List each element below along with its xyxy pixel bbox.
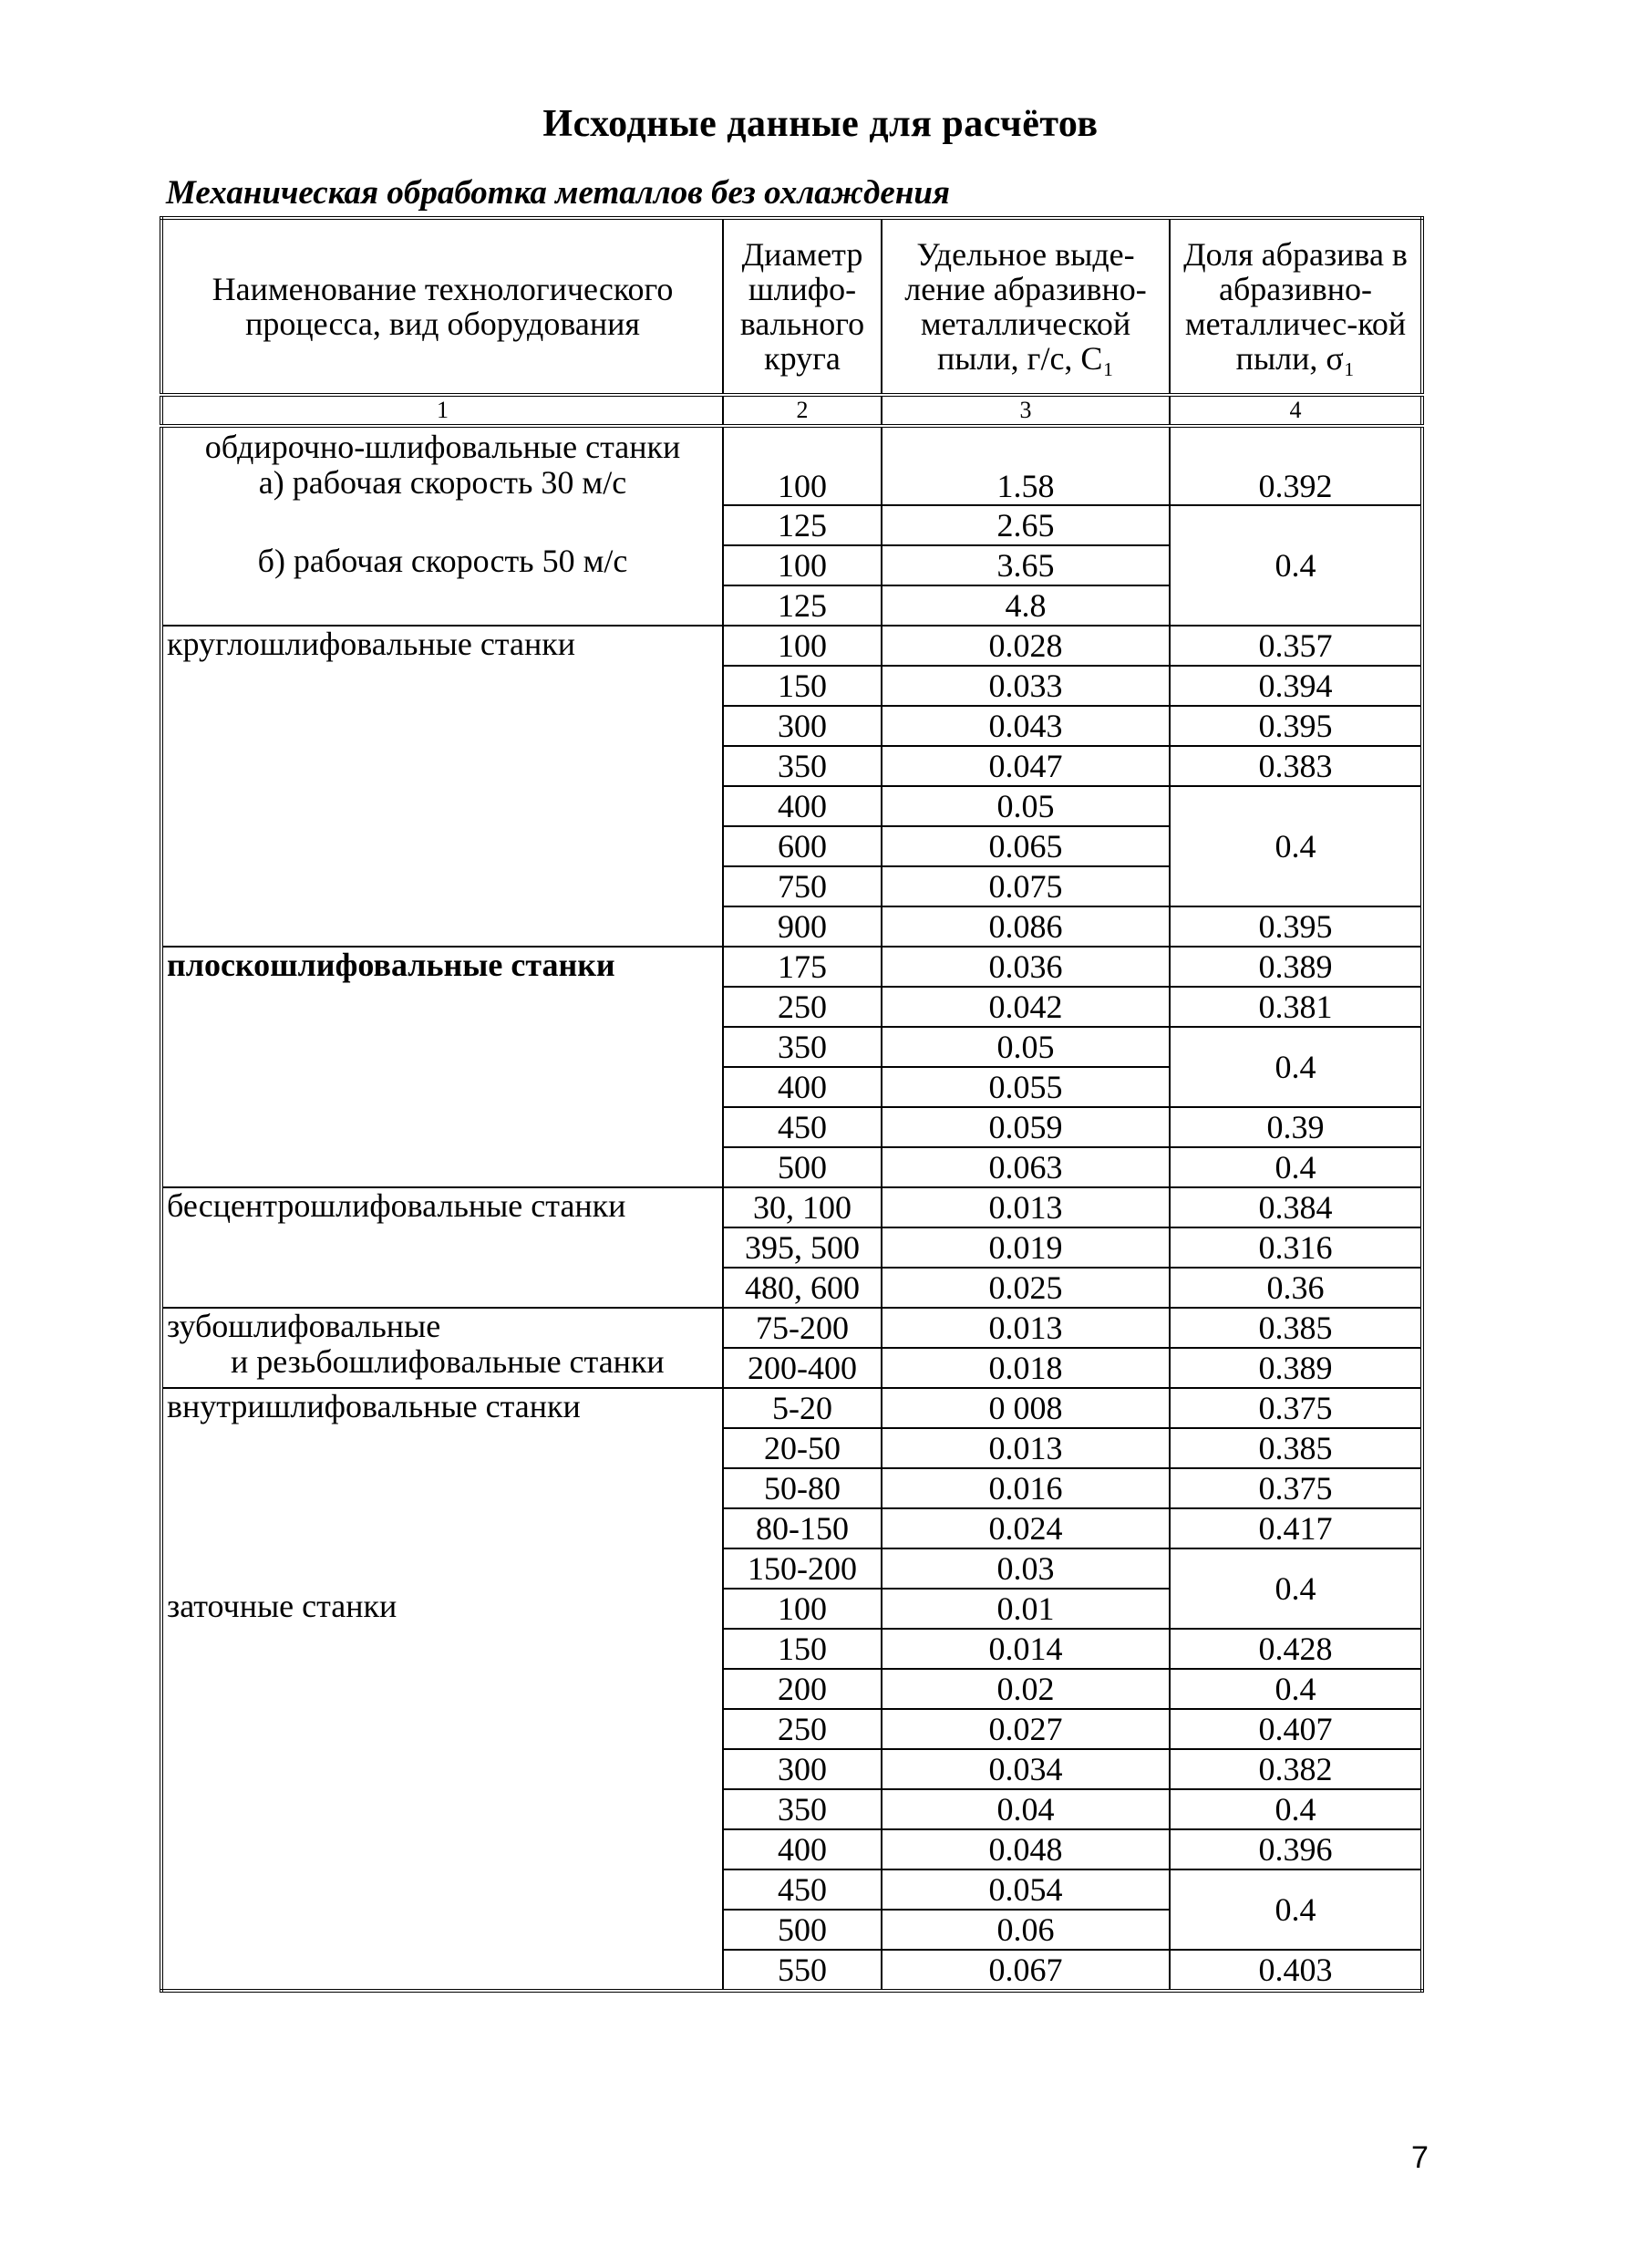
emission-cell: 0.042 <box>882 987 1170 1027</box>
emission-cell: 0.013 <box>882 1308 1170 1348</box>
group-name-continued: и резьбошлифовальные станки <box>231 1343 665 1380</box>
group-subname: б) рабочая скорость 50 м/с <box>257 543 628 579</box>
diameter-cell: 150 <box>723 1629 882 1669</box>
share-cell: 0.392 <box>1170 426 1422 505</box>
diameter-cell: 450 <box>723 1869 882 1910</box>
diameter-cell: 200 <box>723 1669 882 1709</box>
diameter-cell: 30, 100 <box>723 1187 882 1227</box>
share-cell: 0.384 <box>1170 1187 1422 1227</box>
emission-cell: 0.02 <box>882 1669 1170 1709</box>
diameter-cell: 80-150 <box>723 1508 882 1548</box>
diameter-cell: 100 <box>723 426 882 505</box>
emission-cell: 0.016 <box>882 1468 1170 1508</box>
diameter-cell: 50-80 <box>723 1468 882 1508</box>
column-number: 3 <box>882 395 1170 426</box>
diameter-cell: 150-200 <box>723 1548 882 1589</box>
emission-cell: 0.06 <box>882 1910 1170 1950</box>
diameter-cell: 500 <box>723 1147 882 1187</box>
share-cell: 0.382 <box>1170 1749 1422 1789</box>
column-number-row <box>161 395 1422 426</box>
share-cell: 0.375 <box>1170 1388 1422 1428</box>
emission-cell: 0.043 <box>882 706 1170 746</box>
share-cell: 0.385 <box>1170 1428 1422 1468</box>
emission-cell: 2.65 <box>882 505 1170 545</box>
emission-cell: 0.063 <box>882 1147 1170 1187</box>
header-dust-emission: Удельное выде-ление абразивно-металлической пыли, г/с, C₁ <box>882 218 1170 395</box>
diameter-cell: 600 <box>723 826 882 866</box>
emission-cell: 0.05 <box>882 1027 1170 1067</box>
emission-cell: 0.054 <box>882 1869 1170 1910</box>
group-name: зубошлифовальные <box>167 1308 441 1344</box>
diameter-cell: 550 <box>723 1950 882 1991</box>
emission-cell: 0.01 <box>882 1589 1170 1629</box>
emission-cell: 0.019 <box>882 1227 1170 1268</box>
emission-cell: 0.027 <box>882 1709 1170 1749</box>
page-title: Исходные данные для расчётов <box>542 103 1099 145</box>
share-cell: 0.385 <box>1170 1308 1422 1348</box>
diameter-cell: 75-200 <box>723 1308 882 1348</box>
diameter-cell: 100 <box>723 545 882 585</box>
diameter-cell: 400 <box>723 1067 882 1107</box>
emission-cell: 0.024 <box>882 1508 1170 1548</box>
share-cell: 0.4 <box>1170 1027 1422 1107</box>
diameter-cell: 500 <box>723 1910 882 1950</box>
diameter-cell: 200-400 <box>723 1348 882 1388</box>
diameter-cell: 5-20 <box>723 1388 882 1428</box>
emission-cell: 0.086 <box>882 906 1170 947</box>
diameter-cell: 395, 500 <box>723 1227 882 1268</box>
group-subname-cell <box>161 543 723 626</box>
header-row <box>161 218 1422 395</box>
diameter-cell: 175 <box>723 947 882 987</box>
share-cell: 0.381 <box>1170 987 1422 1027</box>
diameter-cell: 350 <box>723 746 882 786</box>
data-table <box>160 216 1424 1993</box>
diameter-cell: 250 <box>723 987 882 1027</box>
group-subname: а) рабочая скорость 30 м/с <box>258 464 627 501</box>
table-row <box>161 947 1422 987</box>
emission-cell: 0.048 <box>882 1829 1170 1869</box>
emission-cell: 0.04 <box>882 1789 1170 1829</box>
table-subtitle: Механическая обработка металлов без охлаждения <box>166 174 950 212</box>
header-process: Наименование технологического процесса, вид оборудования <box>161 218 723 395</box>
share-cell: 0.357 <box>1170 626 1422 666</box>
share-cell: 0.395 <box>1170 906 1422 947</box>
share-cell: 0.4 <box>1170 786 1422 906</box>
group-cylindrical-grinders: круглошлифовальные станки <box>161 626 723 947</box>
emission-cell: 0.033 <box>882 666 1170 706</box>
emission-cell: 3.65 <box>882 545 1170 585</box>
emission-cell: 0.065 <box>882 826 1170 866</box>
diameter-cell: 400 <box>723 786 882 826</box>
column-number: 4 <box>1170 395 1422 426</box>
group-centerless-grinders: бесцентрошлифовальные станки <box>161 1187 723 1308</box>
share-cell: 0.4 <box>1170 1548 1422 1629</box>
share-cell: 0.4 <box>1170 1669 1422 1709</box>
emission-cell: 0 008 <box>882 1388 1170 1428</box>
column-number: 1 <box>161 395 723 426</box>
diameter-cell: 125 <box>723 585 882 626</box>
share-cell: 0.389 <box>1170 1348 1422 1388</box>
share-cell: 0.4 <box>1170 1869 1422 1950</box>
share-cell: 0.4 <box>1170 1147 1422 1187</box>
column-number: 2 <box>723 395 882 426</box>
diameter-cell: 20-50 <box>723 1428 882 1468</box>
diameter-cell: 300 <box>723 1749 882 1789</box>
group-internal-grinders: внутришлифовальные станки <box>161 1388 723 1589</box>
diameter-cell: 250 <box>723 1709 882 1749</box>
diameter-cell: 150 <box>723 666 882 706</box>
share-cell: 0.4 <box>1170 505 1422 626</box>
share-cell: 0.4 <box>1170 1789 1422 1829</box>
emission-cell: 1.58 <box>882 426 1170 505</box>
emission-cell: 0.067 <box>882 1950 1170 1991</box>
emission-cell: 0.059 <box>882 1107 1170 1147</box>
share-cell: 0.395 <box>1170 706 1422 746</box>
diameter-cell: 125 <box>723 505 882 545</box>
share-cell: 0.417 <box>1170 1508 1422 1548</box>
share-cell: 0.39 <box>1170 1107 1422 1147</box>
diameter-cell: 400 <box>723 1829 882 1869</box>
share-cell: 0.375 <box>1170 1468 1422 1508</box>
group-surface-grinders: плоскошлифовальные станки <box>161 947 723 1187</box>
emission-cell: 0.013 <box>882 1428 1170 1468</box>
emission-cell: 0.014 <box>882 1629 1170 1669</box>
emission-cell: 0.018 <box>882 1348 1170 1388</box>
diameter-cell: 350 <box>723 1027 882 1067</box>
diameter-cell: 350 <box>723 1789 882 1829</box>
share-cell: 0.403 <box>1170 1950 1422 1991</box>
emission-cell: 0.036 <box>882 947 1170 987</box>
diameter-cell: 750 <box>723 866 882 906</box>
emission-cell: 0.013 <box>882 1187 1170 1227</box>
emission-cell: 0.034 <box>882 1749 1170 1789</box>
emission-cell: 0.05 <box>882 786 1170 826</box>
emission-cell: 0.055 <box>882 1067 1170 1107</box>
emission-cell: 0.047 <box>882 746 1170 786</box>
diameter-cell: 480, 600 <box>723 1268 882 1308</box>
emission-cell: 0.025 <box>882 1268 1170 1308</box>
table-row <box>161 1187 1422 1227</box>
table-row <box>161 626 1422 666</box>
share-cell: 0.316 <box>1170 1227 1422 1268</box>
share-cell: 0.36 <box>1170 1268 1422 1308</box>
group-name: обдирочно-шлифовальные станки <box>204 429 681 465</box>
header-abrasive-share: Доля абразива в абразивно-металличес-кой пыли, σ₁ <box>1170 218 1422 395</box>
emission-cell: 4.8 <box>882 585 1170 626</box>
table-row <box>161 1388 1422 1428</box>
emission-cell: 0.075 <box>882 866 1170 906</box>
diameter-cell: 450 <box>723 1107 882 1147</box>
group-gear-thread-grinders <box>161 1308 723 1388</box>
diameter-cell: 100 <box>723 626 882 666</box>
table-row <box>161 426 1422 505</box>
header-diameter: Диаметр шлифо-вального круга <box>723 218 882 395</box>
diameter-cell: 100 <box>723 1589 882 1629</box>
diameter-cell: 900 <box>723 906 882 947</box>
share-cell: 0.428 <box>1170 1629 1422 1669</box>
share-cell: 0.396 <box>1170 1829 1422 1869</box>
emission-cell: 0.03 <box>882 1548 1170 1589</box>
diameter-cell: 300 <box>723 706 882 746</box>
page-number: 7 <box>1411 2140 1429 2175</box>
emission-cell: 0.028 <box>882 626 1170 666</box>
group-sharpening-machines: заточные станки <box>161 1589 723 1991</box>
share-cell: 0.389 <box>1170 947 1422 987</box>
table-row <box>161 1308 1422 1348</box>
share-cell: 0.383 <box>1170 746 1422 786</box>
share-cell: 0.394 <box>1170 666 1422 706</box>
share-cell: 0.407 <box>1170 1709 1422 1749</box>
